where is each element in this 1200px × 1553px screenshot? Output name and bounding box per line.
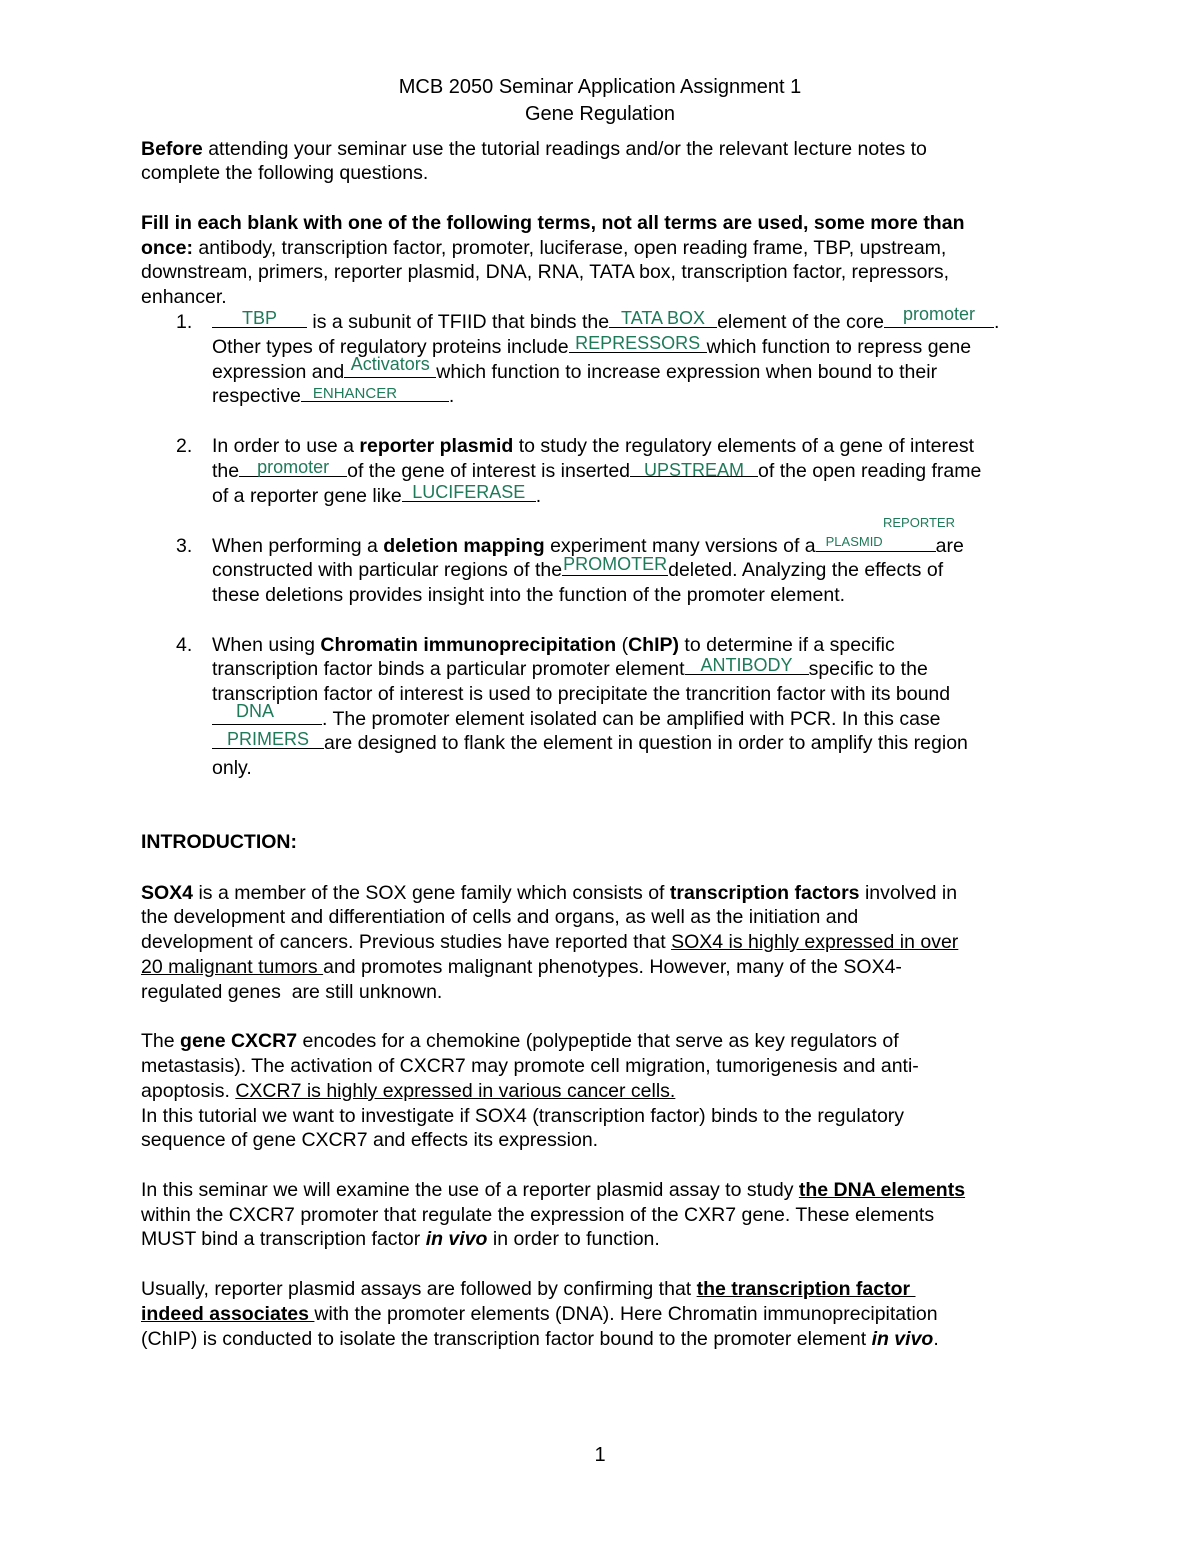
intro-p2-line-4: In this tutorial we want to investigate if SOX4 (transcription factor) binds to the regulatory (141, 1105, 905, 1127)
intro-p1-line-5: regulated genes are still unknown. (141, 981, 443, 1003)
q1-text-2: element of the core (717, 311, 884, 333)
q4-answer-dna: DNA (236, 701, 275, 721)
q3-line-2 (212, 554, 944, 582)
q1-text-1: is a subunit of TFIID that binds the (307, 311, 610, 333)
q4-blank-dna[interactable] (212, 701, 322, 725)
intro-p2-line-3 (141, 1079, 675, 1103)
terms-line-3: enhancer. (141, 286, 227, 308)
q1-line-1 (212, 304, 1000, 334)
intro-p3-a: In this seminar we will examine the use of a reporter plasmid assay to study (141, 1179, 799, 1201)
q1-answer-repressors: REPRESSORS (575, 333, 701, 353)
q1-text-5: which function to repress gene (706, 336, 972, 358)
tf-associates-bold-1: the transcription factor (696, 1278, 916, 1300)
intro-p1-c: involved in (859, 882, 958, 904)
terms-line-1 (141, 236, 946, 260)
q3-text-1: When performing a (212, 535, 384, 557)
q4-blank-primers[interactable] (212, 731, 324, 749)
q2-text-3: of the gene of interest is inserted (347, 460, 631, 482)
tf-associates-bold-2: indeed associates (141, 1303, 315, 1325)
intro-p2-a: The (141, 1030, 181, 1052)
q3-blank-promoter[interactable] (562, 554, 668, 576)
before-bold: Before (141, 138, 203, 160)
intro-p3-line-3 (141, 1227, 660, 1251)
q2-blank-promoter[interactable] (239, 459, 347, 477)
q1-answer-tata: TATA BOX (621, 308, 706, 328)
q4-text-1e: to determine if a specific (679, 634, 895, 656)
intro-p4-l3a: (ChIP) is conducted to isolate the transcription factor bound to the promoter element (141, 1328, 872, 1350)
intro-p1-line-2: the development and differentiation of cells and organs, as well as the initiation and (141, 906, 859, 928)
q4-text-1c: ( (616, 634, 629, 656)
q2-answer-promoter: promoter (257, 457, 330, 477)
terms-line-2: downstream, primers, reporter plasmid, DNA, RNA, TATA box, transcription factor, repressors, (141, 261, 950, 283)
q4-text-1: When using (212, 634, 321, 656)
q1-blank-promoter[interactable] (884, 304, 994, 328)
intro-p2-line-5: sequence of gene CXCR7 and effects its expression. (141, 1129, 599, 1151)
q3-answer-plasmid: PLASMID (825, 534, 883, 549)
q3-number: 3. (176, 535, 193, 557)
intro-p4-a: Usually, reporter plasmid assays are followed by confirming that (141, 1278, 697, 1300)
document-subtitle: Gene Regulation (524, 103, 676, 125)
intro-p1-line-1 (141, 881, 957, 905)
q3-text-1c: experiment many versions of a (544, 535, 816, 557)
q3-text-3: constructed with particular regions of the (212, 559, 563, 581)
intro-p4-line-3 (141, 1327, 939, 1351)
q3-answer-promoter: PROMOTER (563, 554, 668, 574)
tf-bold: transcription factors (669, 882, 860, 904)
q3-line-3: these deletions provides insight into the function of the promoter element. (212, 584, 846, 606)
q1-answer-tbp: TBP (241, 308, 277, 328)
q2-answer-luciferase: LUCIFERASE (412, 482, 526, 502)
in-vivo-2: in vivo (871, 1328, 934, 1350)
intro-p4-l3c: . (933, 1328, 939, 1350)
q1-blank-repressors[interactable] (569, 335, 707, 353)
q1-blank-tata[interactable] (609, 310, 717, 328)
q2-number: 2. (176, 435, 193, 457)
q2-text-2: the (212, 460, 240, 482)
q3-bold-term: deletion mapping (383, 535, 545, 557)
intro-p2-line-1 (141, 1029, 899, 1053)
once-label: once: (141, 237, 194, 259)
q1-answer-enhancer: ENHANCER (312, 385, 398, 402)
intro-p1-line-3 (141, 930, 958, 954)
q1-line-3 (212, 354, 938, 384)
q4-line-2 (212, 657, 928, 681)
q2-line-2 (212, 459, 981, 483)
intro-p3-l3a: MUST bind a transcription factor (141, 1228, 426, 1250)
before-text: attending your seminar use the tutorial readings and/or the relevant lecture notes to (202, 138, 927, 160)
q2-text-6: . (535, 485, 542, 507)
q4-bold-chip-term: Chromatin immunoprecipitation (320, 634, 617, 656)
q2-line-1 (212, 434, 974, 458)
q4-bold-chip: ChIP) (628, 634, 680, 656)
q1-text-3: . (994, 311, 1000, 333)
q4-line-4 (212, 701, 941, 731)
q1-line-2 (212, 335, 971, 359)
q4-line-3: transcription factor of interest is used to precipitate the trancrition factor with its bound (212, 683, 951, 705)
q4-text-5: . The promoter element isolated can be amplified with PCR. In this case (322, 708, 941, 730)
gene-cxcr7-bold: gene CXCR7 (180, 1030, 298, 1052)
q4-line-5 (212, 731, 968, 755)
before-line-2: complete the following questions. (141, 162, 429, 184)
q1-text-8: respective (212, 385, 301, 407)
q2-blank-luciferase[interactable] (402, 484, 536, 502)
q1-number: 1. (176, 311, 193, 333)
q4-text-3: specific to the (808, 658, 928, 680)
intro-p3-l3c: in order to function. (487, 1228, 660, 1250)
q1-text-4: Other types of regulatory proteins include (212, 336, 569, 358)
intro-p4-l2: with the promoter elements (DNA). Here Chromatin immunoprecipitation (314, 1303, 938, 1325)
intro-p1-l3a: development of cancers. Previous studies have reported that (141, 931, 672, 953)
q2-text-4: of the open reading frame (758, 460, 982, 482)
intro-p1-underline-1: SOX4 is highly expressed in over (671, 931, 959, 953)
q2-text-1c: to study the regulatory elements of a gene of interest (513, 435, 974, 457)
fill-instructions-bold: Fill in each blank with one of the following terms, not all terms are used, some more than (141, 212, 965, 234)
intro-p2-line-2: metastasis). The activation of CXCR7 may promote cell migration, tumorigenesis and anti- (141, 1055, 919, 1077)
intro-p1-line-4 (141, 955, 902, 979)
q4-answer-antibody: ANTIBODY (700, 655, 793, 675)
q2-text-1: In order to use a (212, 435, 360, 457)
document-title: MCB 2050 Seminar Application Assignment 1 (398, 76, 802, 98)
q2-line-3 (212, 484, 541, 508)
intro-p2-l3a: apoptosis. (141, 1080, 236, 1102)
q4-text-2: transcription factor binds a particular promoter element (212, 658, 685, 680)
intro-p1-a: is a member of the SOX gene family which consists of (193, 882, 670, 904)
q4-blank-antibody[interactable] (685, 657, 809, 675)
q1-text-7: which function to increase expression when bound to their (436, 361, 938, 383)
q1-blank-activators[interactable] (344, 354, 436, 378)
q1-blank-tbp[interactable] (212, 310, 307, 328)
q2-bold-term: reporter plasmid (359, 435, 514, 457)
q1-answer-activators: Activators (350, 354, 430, 374)
q3-text-4: deleted. Analyzing the effects of (668, 559, 944, 581)
q3-blank-reporter-plasmid[interactable] (816, 534, 936, 552)
intro-p3-line-1 (141, 1178, 965, 1202)
q2-blank-upstream[interactable] (630, 459, 758, 480)
intro-p1-l4: and promotes malignant phenotypes. However, many of the SOX4- (323, 956, 902, 978)
dna-elements-bold: the DNA elements (798, 1179, 966, 1201)
before-line-1 (141, 137, 927, 161)
q1-text-9: . (448, 385, 455, 407)
intro-p4-line-1 (141, 1277, 916, 1301)
q1-answer-promoter: promoter (902, 304, 976, 324)
q1-blank-enhancer[interactable] (301, 384, 449, 402)
q1-text-6: expression and (212, 361, 345, 383)
intro-p2-underline: CXCR7 is highly expressed in various cancer cells. (235, 1080, 676, 1102)
page-number: 1 (594, 1444, 606, 1466)
q4-line-1 (212, 633, 895, 657)
q4-answer-primers: PRIMERS (226, 729, 309, 749)
q4-text-6: are designed to flank the element in question in order to amplify this region (324, 732, 968, 754)
terms-text-1: antibody, transcription factor, promoter, luciferase, open reading frame, TBP, upstream, (193, 237, 947, 259)
q1-line-4 (212, 384, 454, 408)
q3-answer-reporter-line1: REPORTER (883, 515, 955, 530)
q2-text-5: of a reporter gene like (212, 485, 402, 507)
q2-answer-upstream: UPSTREAM (644, 460, 745, 480)
q4-line-6: only. (212, 757, 252, 779)
intro-p3-line-2: within the CXCR7 promoter that regulate the expression of the CXR7 gene. These elements (141, 1204, 935, 1226)
intro-p1-underline-2: 20 malignant tumors (141, 956, 324, 978)
sox4-bold: SOX4 (141, 882, 194, 904)
intro-p2-c: encodes for a chemokine (polypeptide that serve as key regulators of (297, 1030, 899, 1052)
introduction-heading: INTRODUCTION: (141, 831, 297, 853)
intro-p4-line-2 (141, 1302, 938, 1326)
q3-text-2: are (935, 535, 964, 557)
q4-number: 4. (176, 634, 193, 656)
in-vivo-1: in vivo (425, 1228, 488, 1250)
